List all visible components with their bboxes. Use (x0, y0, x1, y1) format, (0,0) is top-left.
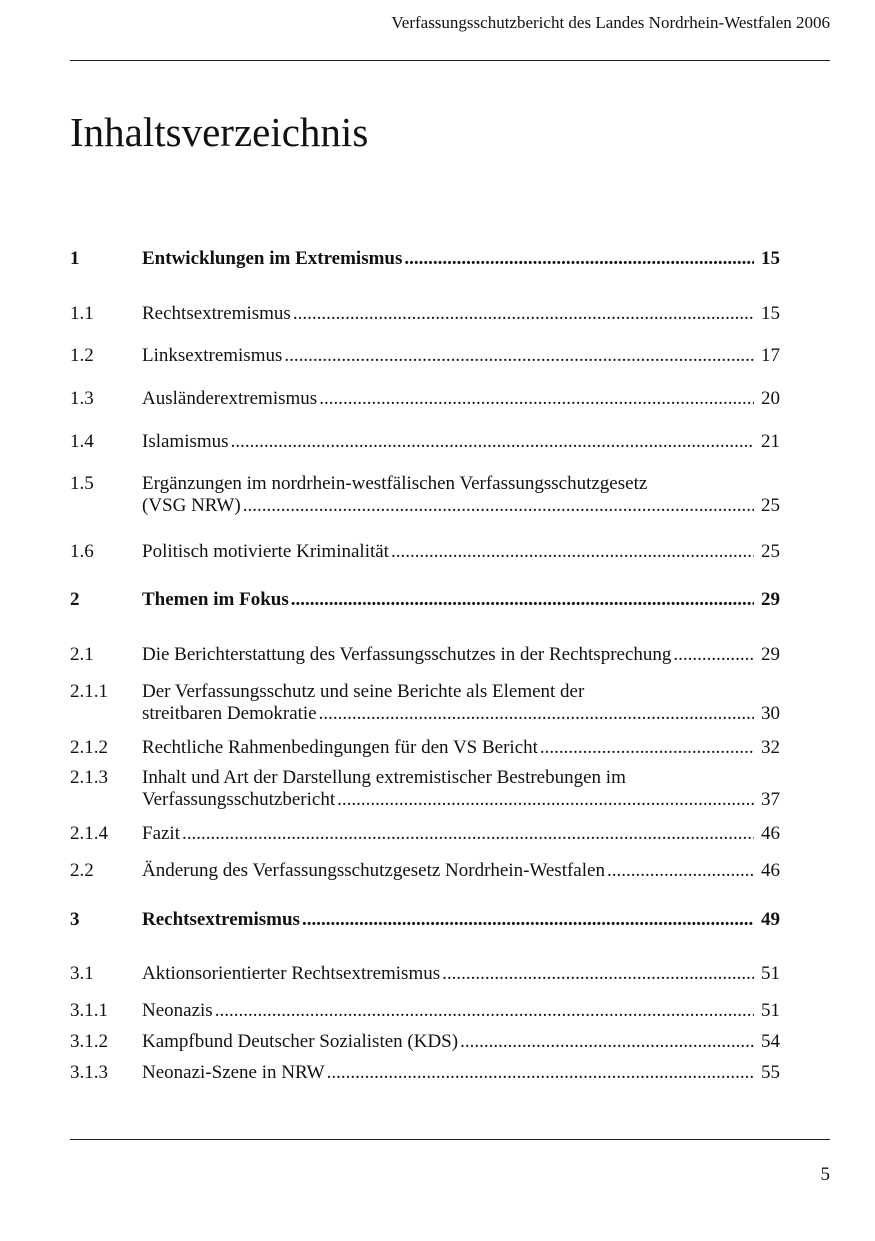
toc-entry-number: 3.1.1 (70, 1000, 108, 1021)
dot-leader (291, 589, 754, 611)
toc-entry (70, 388, 780, 410)
toc-entry (70, 248, 780, 270)
running-header: Verfassungsschutzbericht des Landes Nordrhein-Westfalen 2006 (391, 13, 830, 32)
toc-entry-page: 55 (761, 1062, 780, 1083)
dot-leader (460, 1031, 754, 1053)
toc-entry-page: 49 (761, 909, 780, 930)
toc-entry-page: 32 (761, 737, 780, 758)
toc-entry (70, 1000, 780, 1022)
toc-entry (70, 737, 780, 759)
dot-leader (231, 431, 754, 453)
toc-entry-number: 1.4 (70, 431, 94, 452)
toc-entry (70, 431, 780, 453)
dot-leader (243, 495, 754, 517)
toc-entry-title-line: Der Verfassungsschutz und seine Berichte als Element der (142, 681, 585, 702)
dot-leader (215, 1000, 754, 1022)
toc-entry-title: Rechtliche Rahmenbedingungen für den VS Bericht (142, 737, 538, 758)
toc-entry (70, 1062, 780, 1084)
page-number: 5 (820, 1164, 830, 1185)
toc-entry-page: 29 (761, 589, 780, 610)
toc-entry-number: 2.1.2 (70, 737, 108, 758)
page-title: Inhaltsverzeichnis (70, 109, 369, 155)
toc-entry-title-line: Ergänzungen im nordrhein-westfälischen Verfassungsschutzgesetz (142, 473, 648, 494)
toc-entry-number: 3.1 (70, 963, 94, 984)
toc-entry-page: 30 (761, 703, 780, 724)
toc-entry-number: 3.1.2 (70, 1031, 108, 1052)
dot-leader (404, 248, 754, 270)
toc-entry-title: Fazit (142, 823, 180, 844)
toc-entry-number: 1.3 (70, 388, 94, 409)
toc-entry (70, 909, 780, 931)
toc-entry (70, 473, 780, 517)
toc-entry-title: streitbaren Demokratie (142, 703, 317, 724)
toc-entry (70, 303, 780, 325)
toc-entry-page: 37 (761, 789, 780, 810)
toc-entry (70, 1031, 780, 1053)
toc-entry (70, 963, 780, 985)
dot-leader (182, 823, 754, 845)
toc-entry-title: Rechtsextremismus (142, 303, 291, 324)
toc-entry-number: 2.2 (70, 860, 94, 881)
dot-leader (673, 644, 754, 666)
toc-entry-number: 3 (70, 909, 80, 930)
toc-entry-title: Themen im Fokus (142, 589, 289, 610)
toc-entry (70, 681, 780, 725)
dot-leader (284, 345, 754, 367)
dot-leader (327, 1062, 754, 1084)
toc-entry-number: 2 (70, 589, 80, 610)
toc-entry-title: Verfassungsschutzbericht (142, 789, 336, 810)
toc-entry-title: Linksextremismus (142, 345, 283, 366)
dot-leader (319, 388, 754, 410)
dot-leader (442, 963, 754, 985)
toc-entry-title: Die Berichterstattung des Verfassungsschutzes in der Rechtsprechung (142, 644, 672, 665)
toc-entry-title: Rechtsextremismus (142, 909, 300, 930)
header-rule (70, 60, 830, 61)
dot-leader (337, 789, 754, 811)
toc-entry-page: 51 (761, 1000, 780, 1021)
toc-entry-page: 46 (761, 860, 780, 881)
dot-leader (607, 860, 754, 882)
toc-entry (70, 860, 780, 882)
footer-rule (70, 1139, 830, 1140)
toc-entry-page: 46 (761, 823, 780, 844)
toc-entry-page: 29 (761, 644, 780, 665)
toc-entry-number: 1.1 (70, 303, 94, 324)
toc-entry (70, 823, 780, 845)
toc-entry (70, 345, 780, 367)
toc-entry-title: Entwicklungen im Extremismus (142, 248, 403, 269)
toc-entry-title: Neonazis (142, 1000, 213, 1021)
toc-entry (70, 644, 780, 666)
toc-entry-number: 2.1.3 (70, 767, 108, 788)
toc-entry-title: Aktionsorientierter Rechtsextremismus (142, 963, 441, 984)
toc-entry-number: 2.1.4 (70, 823, 108, 844)
toc-entry-page: 15 (761, 303, 780, 324)
toc-entry-page: 21 (761, 431, 780, 452)
toc-entry-title: Islamismus (142, 431, 229, 452)
toc-entry-number: 3.1.3 (70, 1062, 108, 1083)
toc-entry-number: 1.6 (70, 541, 94, 562)
toc-entry (70, 767, 780, 811)
dot-leader (319, 703, 754, 725)
toc-entry-number: 1 (70, 248, 80, 269)
toc-entry-page: 51 (761, 963, 780, 984)
toc-entry-title: (VSG NRW) (142, 495, 241, 516)
toc-entry-page: 54 (761, 1031, 780, 1052)
toc-entry-title: Ausländerextremismus (142, 388, 318, 409)
toc-entry-title: Änderung des Verfassungsschutzgesetz Nordrhein-Westfalen (142, 860, 605, 881)
dot-leader (391, 541, 754, 563)
toc-entry-title: Neonazi-Szene in NRW (142, 1062, 325, 1083)
dot-leader (540, 737, 754, 759)
toc-entry-page: 25 (761, 541, 780, 562)
toc-entry (70, 541, 780, 563)
toc-entry-page: 25 (761, 495, 780, 516)
dot-leader (302, 909, 754, 931)
toc-entry-title: Politisch motivierte Kriminalität (142, 541, 389, 562)
dot-leader (293, 303, 754, 325)
toc-entry-page: 20 (761, 388, 780, 409)
toc-entry-page: 15 (761, 248, 780, 269)
toc-entry-title: Kampfbund Deutscher Sozialisten (KDS) (142, 1031, 459, 1052)
toc-entry-title-line: Inhalt und Art der Darstellung extremistischer Bestrebungen im (142, 767, 626, 788)
toc-entry-number: 1.5 (70, 473, 94, 494)
toc-entry (70, 589, 780, 611)
toc-entry-number: 2.1.1 (70, 681, 108, 702)
toc-entry-number: 2.1 (70, 644, 94, 665)
toc-entry-number: 1.2 (70, 345, 94, 366)
toc-entry-page: 17 (761, 345, 780, 366)
